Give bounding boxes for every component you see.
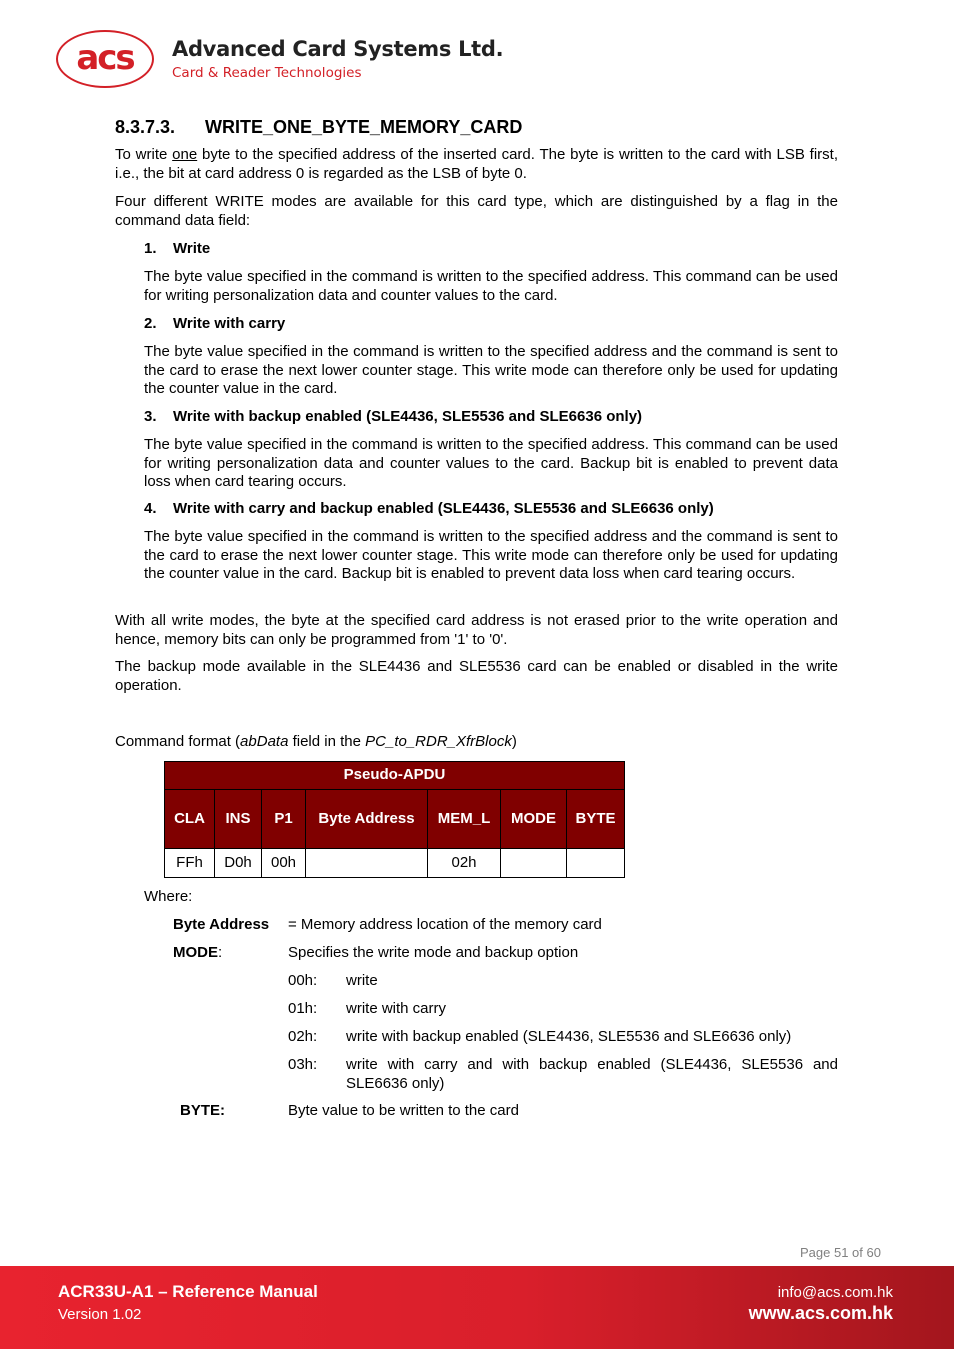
cell-cla: FFh [165,849,215,878]
command-format-line [115,733,838,752]
mode-desc-3: The byte value specified in the command is written to the specified address. This command can be used for writing personalization data and counter values to the card. Backup bit is enabled to prevent data loss when card tearing occurs. [144,436,838,490]
command-format-text: Command format ( [115,733,241,750]
list-number: 4. [144,500,157,517]
mode-label-text: MODE [173,944,218,961]
email-link[interactable]: info@acs.com.hk [777,1284,893,1301]
mode-colon: : [218,944,223,961]
header-p1: P1 [262,790,306,849]
note-paragraph-1: With all write modes, the byte at the specified card address is not erased prior to the write operation and hence, memory bits can only be programmed from '1' to '0'. [115,612,838,648]
mode-code: 00h: [288,972,318,989]
mode-code: 01h: [288,1000,318,1017]
table-row [165,849,625,878]
intro-text: byte to the specified address of the inserted card. The byte is written to the card with LSB first, i.e., the bit at card address 0 is regarded as the LSB of byte 0. [115,146,838,182]
byte-label: BYTE: [180,1102,225,1119]
mode-label [173,944,222,963]
mode-code-desc: write with carry and with backup enabled (SLE4436, SLE5536 and SLE6636 only) [346,1056,838,1092]
mode-code-desc: write [346,972,378,989]
cell-ins: D0h [215,849,262,878]
list-number: 3. [144,408,157,425]
note-paragraph-2: The backup mode available in the SLE4436 and SLE5536 card can be enabled or disabled in the write operation. [115,658,838,694]
byte-address-label: Byte Address [173,916,270,933]
header-byte: BYTE [567,790,625,849]
mode-code: 02h: [288,1028,318,1045]
mode-code-desc: write with carry [346,1000,447,1017]
version-label: Version 1.02 [58,1306,142,1323]
cell-p1: 00h [262,849,306,878]
xfrblock-term: PC_to_RDR_XfrBlock [365,733,512,750]
mode-list-item-2 [144,315,285,334]
list-number: 1. [144,240,157,257]
mode-list-item-1 [144,240,210,259]
pseudo-apdu-table [164,761,625,878]
cell-byte-address [306,849,428,878]
mode-code: 03h: [288,1056,318,1073]
byte-address-desc: = Memory address location of the memory card [288,916,602,933]
where-label: Where: [144,888,193,905]
company-name: Advanced Card Systems Ltd. [172,37,504,61]
byte-desc: Byte value to be written to the card [288,1102,519,1119]
header-byte-address: Byte Address [306,790,428,849]
acs-logo-text: acs [76,38,134,78]
cell-mode [501,849,567,878]
header-mode: MODE [501,790,567,849]
company-tagline: Card & Reader Technologies [172,65,362,81]
list-title: Write with backup enabled (SLE4436, SLE5536 and SLE6636 only) [173,408,643,425]
footer-bar [0,1266,954,1349]
cell-mem-l: 02h [428,849,501,878]
mode-desc: Specifies the write mode and backup option [288,944,579,961]
mode-desc-1: The byte value specified in the command is written to the specified address. This command can be used for writing personalization data and counter values to the card. [144,268,838,304]
header-ins: INS [215,790,262,849]
header-cla: CLA [165,790,215,849]
intro-paragraph-1 [115,146,838,183]
underlined-one: one [172,146,198,163]
list-title: Write [173,240,211,257]
intro-text: To write [115,146,173,163]
manual-title: ACR33U-A1 – Reference Manual [58,1282,318,1301]
table-caption: Pseudo-APDU [165,762,625,790]
command-format-text: field in the [288,733,366,750]
section-heading [115,116,522,138]
list-title: Write with carry [173,315,286,332]
intro-paragraph-2: Four different WRITE modes are available for this card type, which are distinguished by a flag in the command data field: [115,193,838,229]
cell-byte [567,849,625,878]
mode-code-desc: write with backup enabled (SLE4436, SLE5536 and SLE6636 only) [346,1028,792,1045]
section-number: 8.3.7.3. [115,117,176,137]
page-number: Page 51 of 60 [800,1245,881,1260]
mode-desc-4: The byte value specified in the command is written to the specified address and the command is sent to the card to erase the next lower counter stage. This write mode can therefore only be used for updating the counter value in the card. Backup bit is enabled to prevent data loss when card tearing occurs. [144,528,838,582]
mode-desc-2: The byte value specified in the command is written to the specified address and the command is sent to the card to erase the next lower counter stage. This write mode can therefore only be used for updating the counter value in the card. [144,343,838,397]
list-number: 2. [144,315,157,332]
mode-list-item-4 [144,500,714,519]
website-link[interactable]: www.acs.com.hk [748,1303,893,1323]
mode-list-item-3 [144,408,642,427]
list-title: Write with carry and backup enabled (SLE4436, SLE5536 and SLE6636 only) [173,500,714,517]
section-title: WRITE_ONE_BYTE_MEMORY_CARD [205,117,523,137]
command-format-text: ) [511,733,517,750]
header-mem-l: MEM_L [428,790,501,849]
abdata-term: abData [240,733,289,750]
